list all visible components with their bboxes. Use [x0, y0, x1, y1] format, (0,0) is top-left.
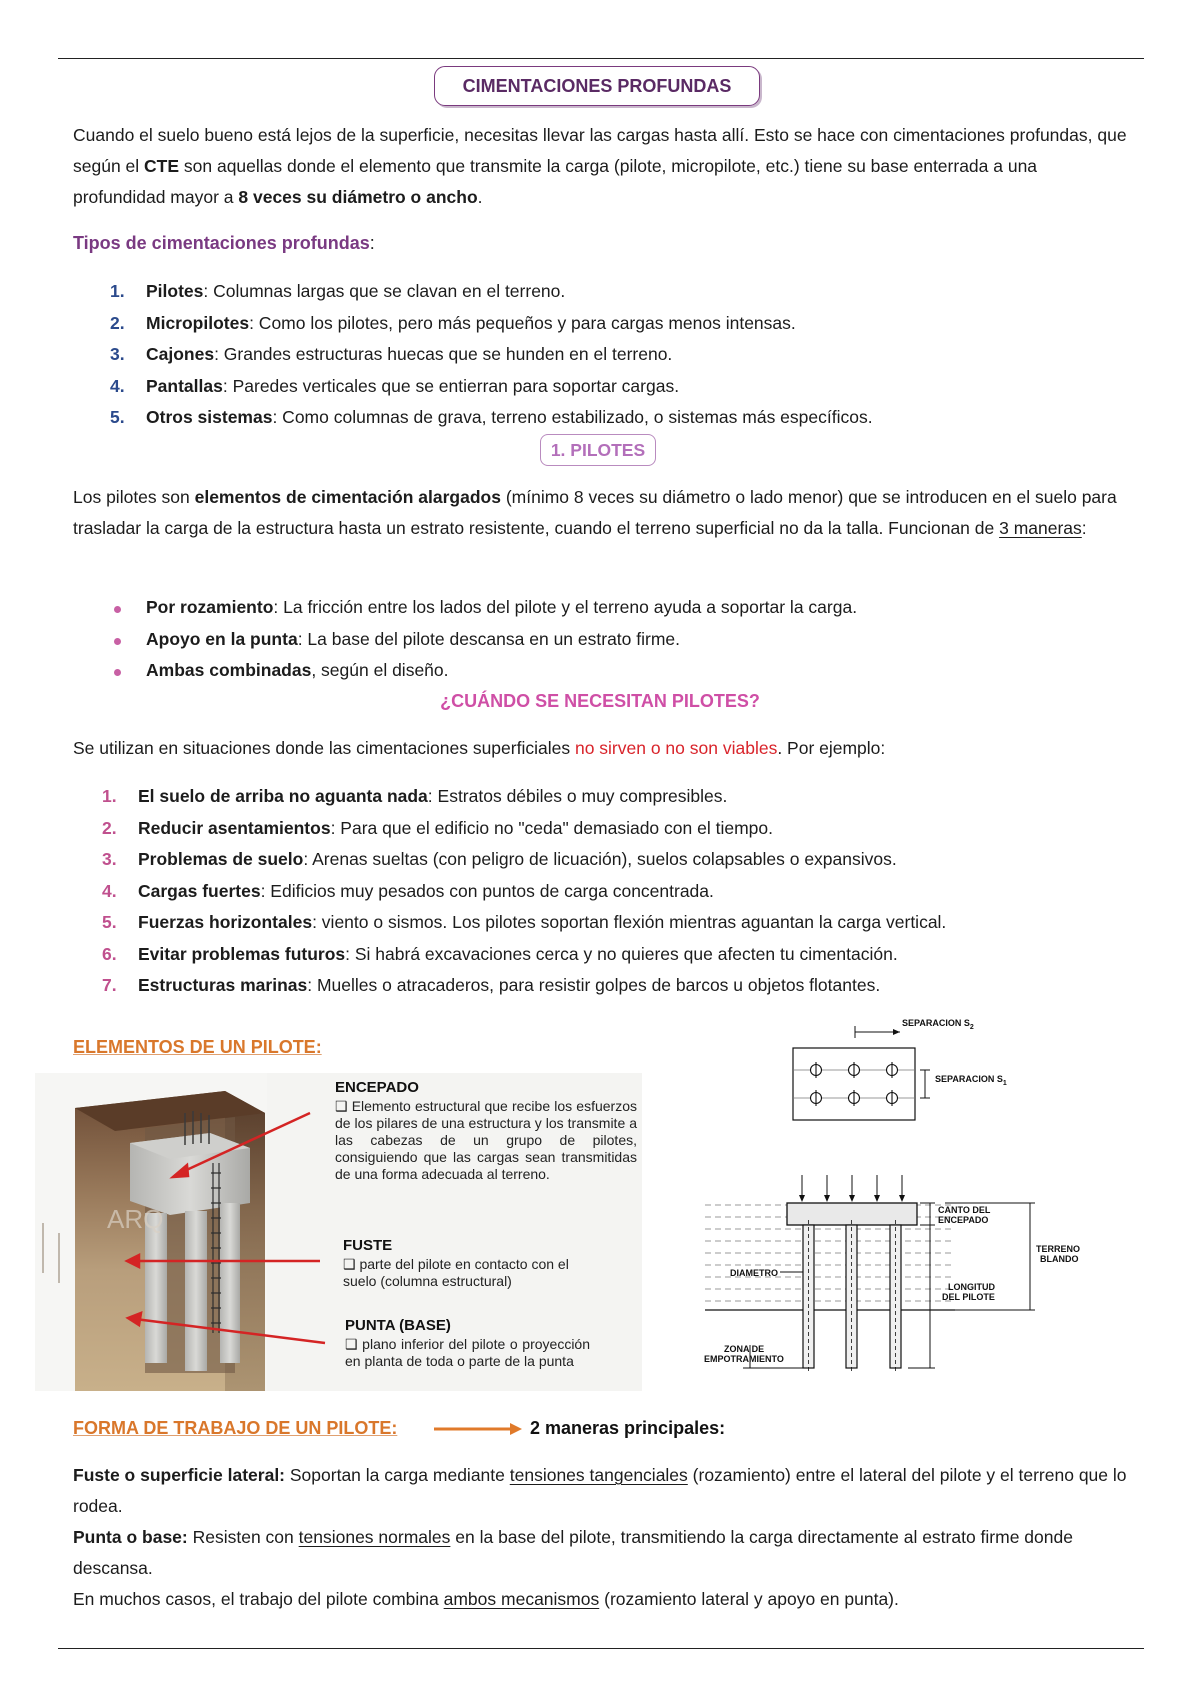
- list-number: 1.: [110, 281, 125, 301]
- list-number: 2.: [110, 312, 125, 333]
- list-number: 5.: [102, 912, 117, 932]
- when-heading: ¿CUÁNDO SE NECESITAN PILOTES?: [440, 691, 760, 711]
- list-item: [92, 844, 946, 876]
- types-list: [100, 276, 873, 434]
- when-name: El suelo de arriba no aguanta nada: [138, 786, 428, 806]
- when-desc: : Para que el edificio no "ceda" demasiado con el tiempo.: [330, 817, 773, 838]
- intro-bold-cte: CTE: [144, 156, 180, 176]
- canto-label-1: CANTO DEL: [938, 1205, 991, 1215]
- longitud-label-1: LONGITUD: [948, 1282, 995, 1292]
- work-punta-bold: Punta o base:: [73, 1527, 188, 1547]
- pile-shaft-3: [220, 1203, 240, 1363]
- list-number: 3.: [110, 344, 125, 364]
- encepado-desc: ❑ Elemento estructural que recibe los esfuerzos de los pilares de una estructura y los transmite a las cabezas de un grupo de pilotes, consiguiendo que las cargas sean transmitidas de una forma adecuada al terreno.: [335, 1098, 637, 1182]
- work-punta-underline: tensiones normales: [298, 1527, 451, 1547]
- list-number: 7.: [102, 975, 117, 995]
- list-number: 4.: [110, 375, 125, 396]
- elevation-cap: [787, 1203, 917, 1225]
- work-fuste-text-2: (rozamiento) entre el lateral del pilote y el terreno que lo rodea.: [73, 1465, 1127, 1516]
- bullet-dot: [114, 669, 121, 676]
- type-name: Micropilotes: [146, 312, 250, 333]
- work-mix-text-1: En muchos casos, el trabajo del pilote combina: [73, 1589, 444, 1609]
- pilotes-section-title: 1. PILOTES: [540, 434, 656, 466]
- type-name: Otros sistemas: [146, 407, 273, 427]
- list-item: [92, 907, 946, 939]
- way-name: Por rozamiento: [146, 597, 274, 617]
- bullet-dot: [114, 638, 121, 645]
- plan-cap: [793, 1048, 915, 1120]
- when-name: Evitar problemas futuros: [138, 943, 346, 964]
- type-name: Pilotes: [146, 281, 204, 301]
- when-desc: : Si habrá excavaciones cerca y no quieres que afecten tu cimentación.: [345, 943, 898, 964]
- when-intro-paragraph: [73, 733, 1133, 764]
- when-intro-red: no sirven o no son viables: [574, 738, 778, 758]
- sep-s2-label: SEPARACION $S_2$: [902, 1018, 974, 1031]
- type-name: Pantallas: [146, 375, 223, 396]
- list-number: 1.: [102, 786, 117, 806]
- when-desc: : Arenas sueltas (con peligro de licuación), suelos colapsables o expansivos.: [303, 849, 897, 869]
- intro-paragraph: [73, 120, 1133, 213]
- work-heading: FORMA DE TRABAJO DE UN PILOTE:: [73, 1418, 398, 1438]
- ways-list: [100, 592, 857, 687]
- pile-shaft-1: [145, 1213, 167, 1363]
- when-name: Reducir asentamientos: [138, 817, 331, 838]
- fuste-desc: ❑ parte del pilote en contacto con el suelo (columna estructural): [343, 1256, 569, 1289]
- top-rule: [58, 58, 1144, 59]
- work-mix-underline: ambos mecanismos: [443, 1589, 600, 1609]
- intro-text-3: .: [477, 187, 483, 207]
- intro-text-2: son aquellas donde el elemento que transmite la carga (pilote, micropilote, etc.) tiene su base enterrada a una profundidad mayor a: [73, 156, 1038, 207]
- list-item: [100, 339, 873, 371]
- pilotes-intro-text-1: Los pilotes son: [73, 487, 195, 507]
- zona-label-2: EMPOTRAMIENTO: [704, 1354, 784, 1364]
- work-fuste-paragraph: [73, 1460, 1133, 1522]
- list-item: [92, 970, 946, 1002]
- zona-label-1: ZONA DE: [724, 1344, 765, 1354]
- punta-title: PUNTA (BASE): [345, 1317, 451, 1334]
- elevation-view: [704, 1175, 1080, 1372]
- list-item: [92, 939, 946, 971]
- watermark: ARQ: [107, 1204, 164, 1234]
- rebar-cage: [211, 1163, 221, 1333]
- way-desc: : La fricción entre los lados del pilote y el terreno ayuda a soportar la carga.: [273, 597, 858, 617]
- list-item: [92, 813, 946, 845]
- when-desc: : Estratos débiles o muy compresibles.: [427, 786, 728, 806]
- list-item: [100, 402, 873, 434]
- list-item: [100, 308, 873, 340]
- plan-view: [793, 1018, 1007, 1120]
- list-item: [100, 371, 873, 403]
- list-number: 6.: [102, 943, 117, 964]
- page-title: CIMENTACIONES PROFUNDAS: [434, 66, 760, 106]
- when-desc: : Edificios muy pesados con puntos de carga concentrada.: [260, 880, 714, 901]
- encepado-title: ENCEPADO: [335, 1079, 419, 1096]
- fuste-label: [343, 1236, 573, 1290]
- work-punta-paragraph: [73, 1522, 1133, 1584]
- type-name: Cajones: [146, 344, 215, 364]
- when-name: Estructuras marinas: [138, 975, 308, 995]
- bullet-dot: [114, 606, 121, 613]
- diametro-label: DIAMETRO: [730, 1268, 778, 1278]
- work-fuste-bold: Fuste o superficie lateral:: [73, 1465, 286, 1485]
- way-name: Apoyo en la punta: [146, 628, 298, 649]
- when-name: Cargas fuertes: [138, 880, 261, 901]
- when-name: Problemas de suelo: [138, 849, 304, 869]
- bottom-rule: [58, 1648, 1144, 1649]
- sep-s1-label: SEPARACION $S_1$: [935, 1074, 1007, 1087]
- list-number: 5.: [110, 407, 125, 427]
- type-desc: : Como columnas de grava, terreno estabilizado, o sistemas más específicos.: [272, 407, 873, 427]
- when-intro-text-2: . Por ejemplo:: [777, 738, 886, 758]
- type-desc: : Paredes verticales que se entierran para soportar cargas.: [222, 375, 680, 396]
- types-heading-colon: :: [369, 233, 375, 253]
- types-heading-text: Tipos de cimentaciones profundas: [73, 233, 370, 253]
- work-mix-paragraph: [73, 1584, 1133, 1615]
- arrow-right-icon: [432, 1421, 524, 1437]
- encepado-label: [335, 1078, 637, 1183]
- work-ways-count: 2 maneras principales:: [530, 1418, 726, 1438]
- terreno-label-2: BLANDO: [1040, 1254, 1079, 1264]
- types-heading: [73, 233, 375, 254]
- work-mix-text-2: (rozamiento lateral y apoyo en punta).: [599, 1589, 899, 1609]
- intro-bold-depth: 8 veces su diámetro o ancho: [238, 187, 478, 207]
- list-item: [100, 592, 857, 624]
- pilotes-intro-paragraph: [73, 482, 1133, 544]
- when-intro-text-1: Se utilizan en situaciones donde las cimentaciones superficiales: [73, 738, 575, 758]
- fuste-title: FUSTE: [343, 1237, 393, 1254]
- list-number: 2.: [102, 817, 117, 838]
- work-punta-text-1: Resisten con: [187, 1527, 299, 1547]
- list-item: [92, 781, 946, 813]
- pilotes-intro-underline: 3 maneras: [999, 518, 1082, 538]
- type-desc: : Grandes estructuras huecas que se hunden en el terreno.: [214, 344, 673, 364]
- side-marks: [43, 1223, 59, 1283]
- when-desc: : Muelles o atracaderos, para resistir golpes de barcos u objetos flotantes.: [307, 975, 881, 995]
- list-item: [100, 276, 873, 308]
- type-desc: : Columnas largas que se clavan en el terreno.: [203, 281, 566, 301]
- type-desc: : Como los pilotes, pero más pequeños y para cargas menos intensas.: [249, 312, 796, 333]
- list-item: [100, 655, 857, 687]
- when-desc: : viento o sismos. Los pilotes soportan flexión mientras aguantan la carga vertical.: [312, 912, 947, 932]
- when-list: [92, 781, 946, 1002]
- list-item: [92, 876, 946, 908]
- when-name: Fuerzas horizontales: [138, 912, 313, 932]
- work-fuste-underline: tensiones tangenciales: [509, 1465, 688, 1485]
- pilotes-intro-text-3: :: [1081, 518, 1087, 538]
- punta-label: [345, 1316, 590, 1370]
- terreno-label-1: TERRENO: [1036, 1244, 1081, 1254]
- elements-heading: ELEMENTOS DE UN PILOTE:: [73, 1037, 322, 1057]
- way-name: Ambas combinadas: [146, 660, 312, 680]
- list-number: 4.: [102, 880, 117, 901]
- work-fuste-text-1: Soportan la carga mediante: [285, 1465, 510, 1485]
- elevation-piles: [803, 1225, 901, 1368]
- list-number: 3.: [102, 849, 117, 869]
- way-desc: : La base del pilote descansa en un estrato firme.: [297, 628, 681, 649]
- pile-group-diagram: [690, 1010, 1120, 1405]
- intro-text-1: Cuando el suelo bueno está lejos de la superficie, necesitas llevar las cargas hasta allí. Esto se hace con cimentaciones profundas, que según el: [73, 125, 1127, 176]
- punta-desc: ❑ plano inferior del pilote o proyección en planta de toda o parte de la punta: [345, 1336, 590, 1369]
- longitud-label-2: DEL PILOTE: [942, 1292, 995, 1302]
- pilotes-intro-bold: elementos de cimentación alargados: [194, 487, 501, 507]
- canto-label-2: ENCEPADO: [938, 1215, 989, 1225]
- work-punta-text-2: en la base del pilote, transmitiendo la carga directamente al estrato firme donde descansa.: [73, 1527, 1073, 1578]
- list-item: [100, 624, 857, 656]
- way-desc: , según el diseño.: [311, 660, 449, 680]
- pile-shaft-2: [185, 1211, 207, 1371]
- pilotes-intro-text-2: (mínimo 8 veces su diámetro o lado menor) que se introducen en el suelo para trasladar la carga de la estructura hasta un estrato resistente, cuando el terreno superficial no da la talla. Funcionan de: [73, 487, 1117, 538]
